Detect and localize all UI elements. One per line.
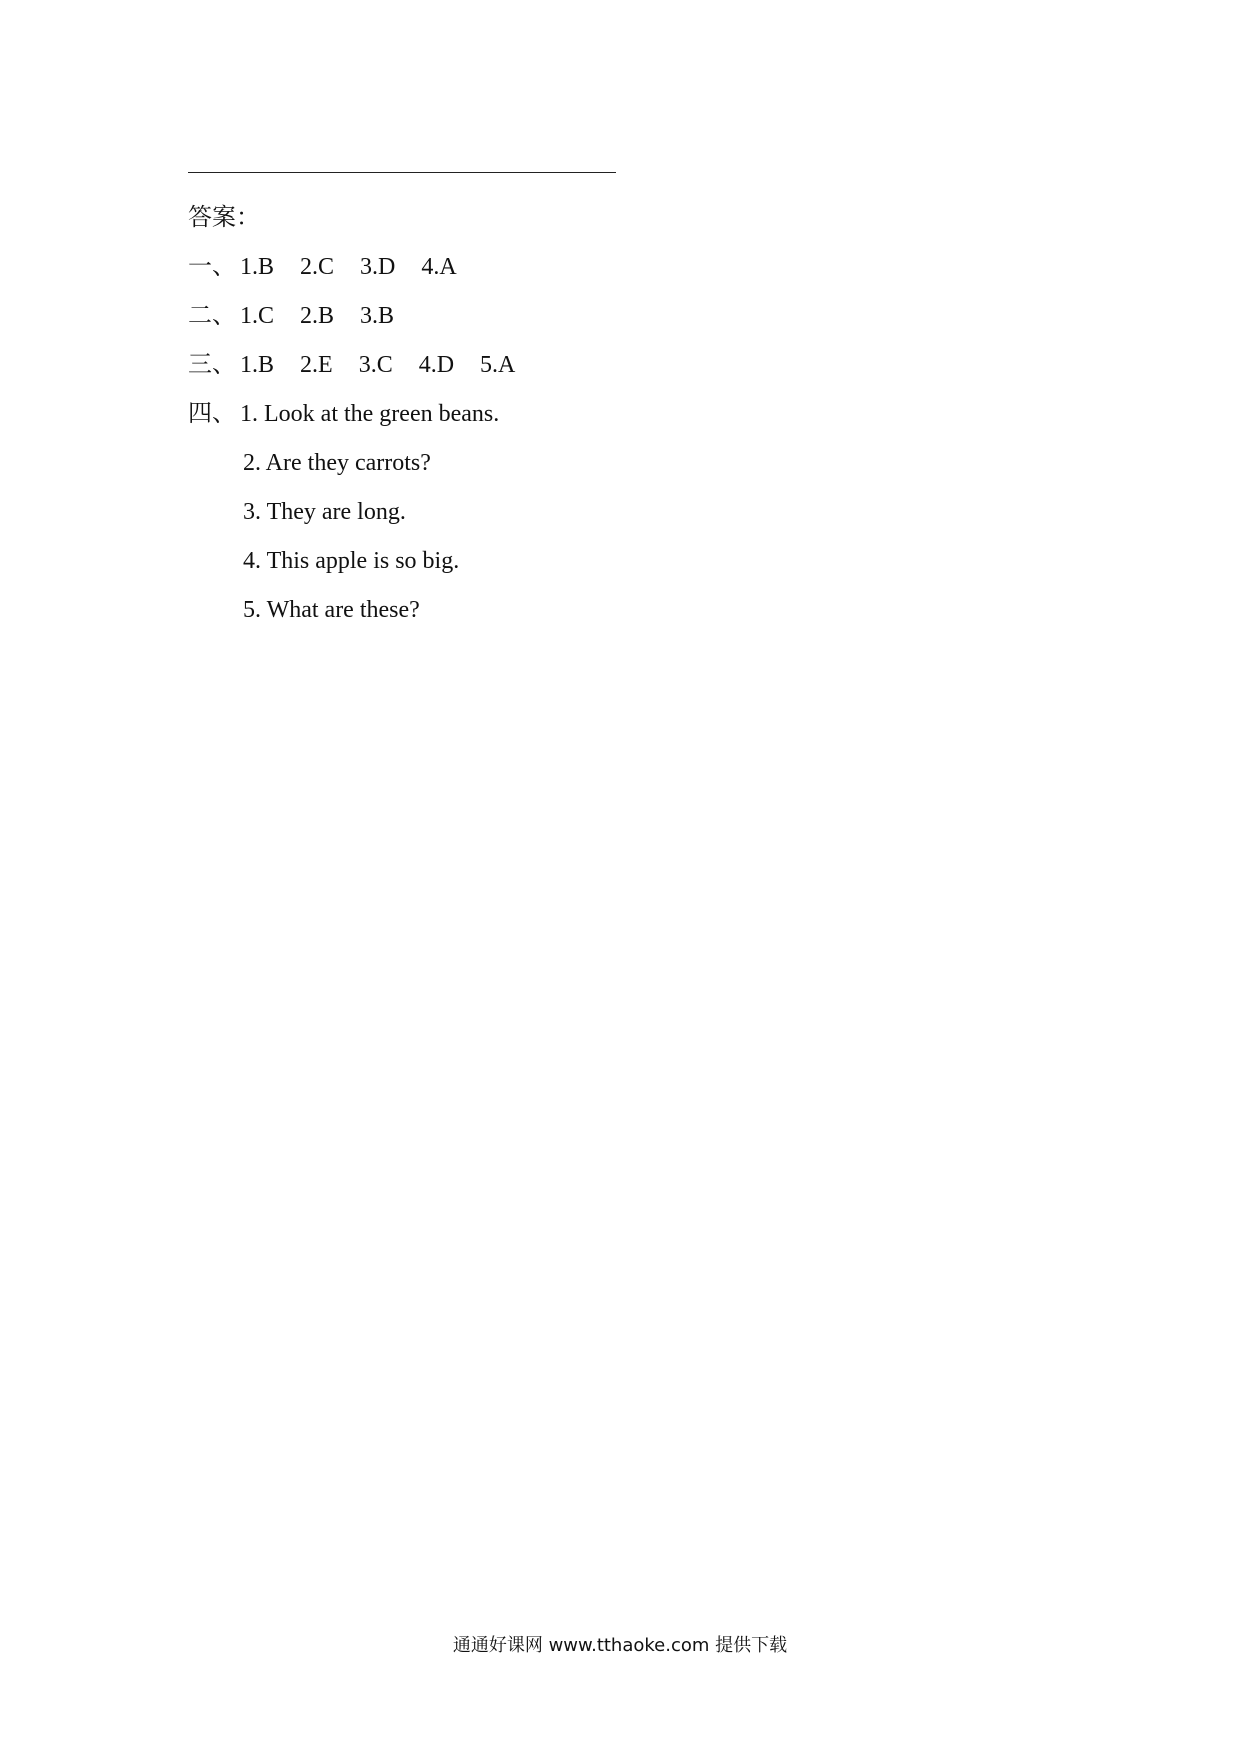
section-three-answers <box>188 349 541 381</box>
answer-item: 1.C <box>240 303 275 329</box>
divider-rule <box>188 172 616 173</box>
section-one-answers <box>188 251 483 283</box>
answer-item: 4.A <box>421 254 457 280</box>
answer-item: 4.D <box>418 352 455 378</box>
answer-item: 5.A <box>480 352 516 378</box>
sentence-answer: 2. Are they carrots? <box>243 450 431 476</box>
section-three-label: 三、 <box>188 352 236 378</box>
footer-source-note: 通通好课网 www.tthaoke.com 提供下载 <box>452 1635 788 1656</box>
answers-heading: 答案： <box>188 205 260 231</box>
answer-item: 2.B <box>300 303 335 329</box>
section-four-label: 四、 <box>188 401 236 427</box>
answer-item: 2.E <box>300 352 333 378</box>
answer-item: 1.B <box>240 254 275 280</box>
answer-item: 3.B <box>360 303 395 329</box>
answer-item: 1.B <box>240 352 275 378</box>
section-four-answers <box>188 398 499 430</box>
answer-item: 3.C <box>358 352 393 378</box>
sentence-answer: 4. This apple is so big. <box>243 548 460 574</box>
sentence-answer: 5. What are these? <box>243 597 420 623</box>
sentence-answer: 3. They are long. <box>243 499 406 525</box>
section-two-answers <box>188 300 420 332</box>
section-two-label: 二、 <box>188 303 236 329</box>
answer-item: 2.C <box>300 254 335 280</box>
sentence-answer: 1. Look at the green beans. <box>240 401 500 427</box>
answer-item: 3.D <box>360 254 396 280</box>
section-one-label: 一、 <box>188 254 236 280</box>
